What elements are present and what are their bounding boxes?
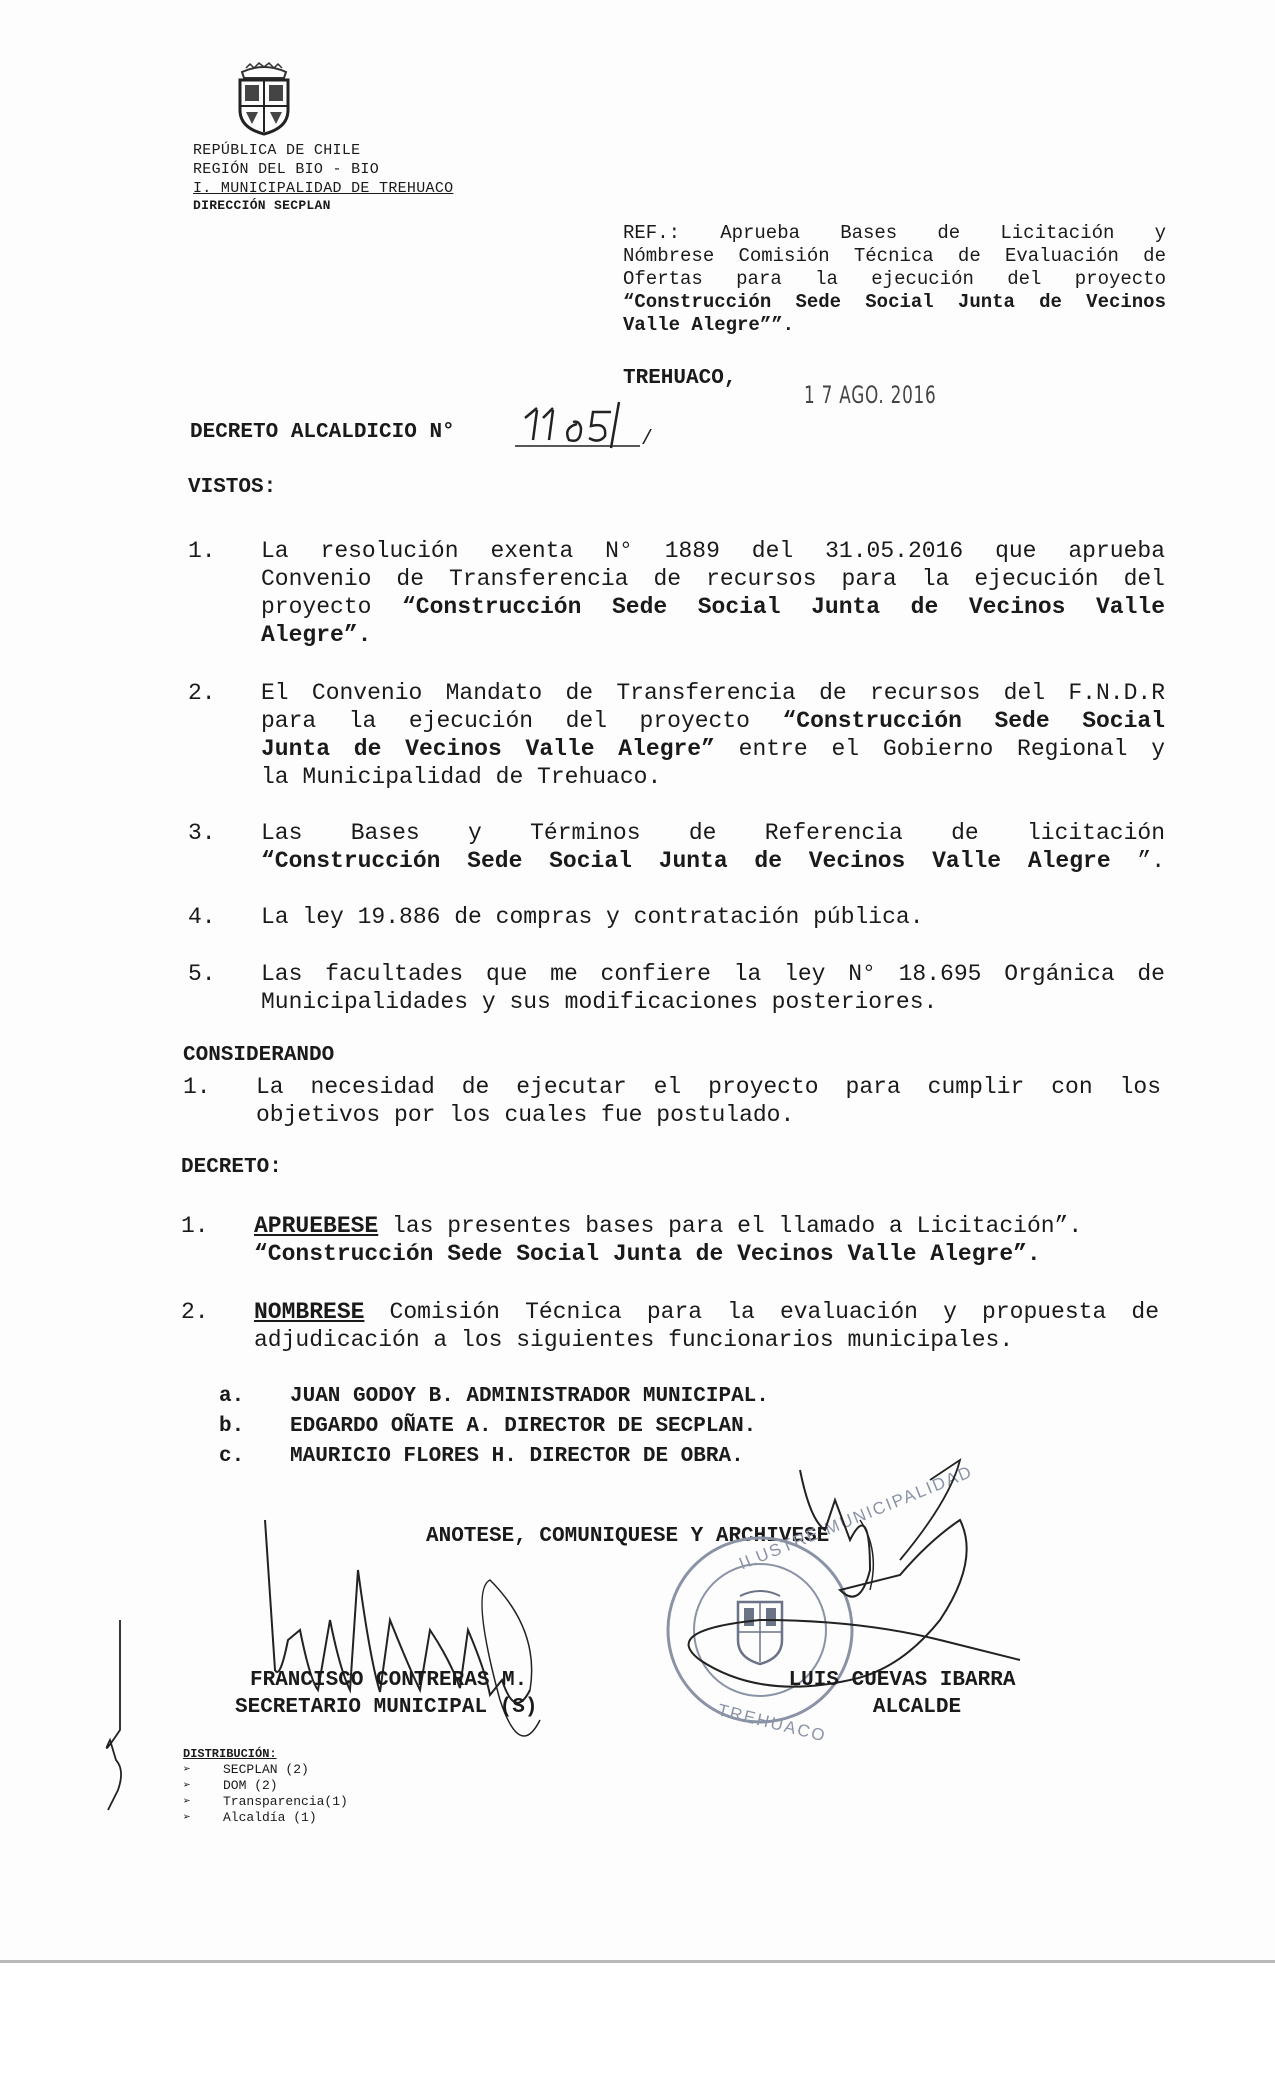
secretary-block: [235, 1667, 538, 1721]
mayor-block: [772, 1667, 1032, 1721]
item-number: 2.: [188, 680, 216, 706]
text-span: proyecto: [261, 594, 402, 620]
reference-line: Ofertas para la ejecución del proyecto: [623, 268, 1166, 290]
appoint-keyword: NOMBRESE: [254, 1299, 365, 1325]
header-department: DIRECCIÓN SECPLAN: [193, 198, 331, 213]
distribution-title: DISTRIBUCIÓN:: [183, 1747, 277, 1761]
member-letter: c.: [219, 1445, 245, 1468]
reference-line: Nómbrese Comisión Técnica de Evaluación de: [623, 245, 1166, 267]
reference-project-line: “Construcción Sede Social Junta de Vecinos: [623, 291, 1166, 313]
vistos-item-3: [261, 819, 1165, 875]
vistos-line: La resolución exenta N° 1889 del 31.05.2016 que aprueba: [261, 538, 1165, 564]
vistos-line: El Convenio Mandato de Transferencia de recursos del F.N.D.R: [261, 680, 1165, 706]
reference-line: REF.: Aprueba Bases de Licitación y: [623, 222, 1166, 244]
header-country: REPÚBLICA DE CHILE: [193, 142, 361, 159]
arrow-bullet-icon: ➢: [183, 1762, 191, 1777]
distribution-item-label: DOM (2): [223, 1778, 278, 1793]
vistos-line-mixed: [261, 707, 1165, 735]
considerando-line: La necesidad de ejecutar el proyecto para cumplir con los: [256, 1074, 1161, 1100]
member-name: MAURICIO FLORES H. DIRECTOR DE OBRA.: [290, 1445, 744, 1468]
secretary-title: SECRETARIO MUNICIPAL (S): [235, 1696, 538, 1719]
distribution-item: [183, 1810, 348, 1826]
vistos-title: VISTOS:: [188, 476, 277, 499]
seal-text-top: ILUSTRE MUNICIPALIDAD: [736, 1461, 976, 1574]
decreto-title: DECRETO:: [181, 1156, 282, 1179]
closing-formula: ANOTESE, COMUNIQUESE Y ARCHIVESE: [426, 1525, 830, 1548]
approve-keyword: APRUEBESE: [254, 1213, 379, 1239]
decreto-item-2: [254, 1298, 1159, 1354]
decree-label: DECRETO ALCALDICIO N°: [190, 421, 455, 444]
mayor-title: ALCALDE: [872, 1696, 962, 1719]
item-number: 5.: [188, 961, 216, 987]
vistos-line: Las Bases y Términos de Referencia de licitación: [261, 820, 1165, 846]
text-span: Comisión Técnica para la evaluación y propuesta de: [364, 1299, 1159, 1325]
header-region: REGIÓN DEL BIO - BIO: [193, 161, 380, 178]
vistos-item-5: [261, 960, 1165, 1016]
vistos-line-mixed: [261, 847, 1165, 875]
decreto-line: [254, 1212, 1159, 1240]
date-stamp: 1 7 AGO. 2016: [804, 381, 937, 409]
vistos-item-1: [261, 537, 1165, 649]
header-block: [193, 141, 453, 214]
arrow-bullet-icon: ➢: [183, 1778, 191, 1793]
decreto-line: [254, 1298, 1159, 1326]
vistos-line: La ley 19.886 de compras y contratación pública.: [261, 904, 924, 930]
header-municipality: I. MUNICIPALIDAD DE TREHUACO: [193, 180, 454, 197]
considerando-title: CONSIDERANDO: [183, 1044, 335, 1067]
members-list: [219, 1382, 769, 1472]
vistos-line-mixed: [261, 593, 1165, 621]
place-label: TREHUACO,: [623, 367, 737, 390]
project-name-span: Junta de Vecinos Valle Alegre”: [261, 736, 715, 762]
distribution-item: [183, 1794, 348, 1810]
seal-text-bottom: TREHUACO: [715, 1700, 829, 1746]
vistos-line: Las facultades que me confiere la ley N° 18.695 Orgánica de: [261, 961, 1165, 987]
margin-signature: [80, 1620, 140, 1820]
decree-number-handwriting: [515, 392, 655, 462]
vistos-item-2: [261, 679, 1165, 791]
item-number: 3.: [188, 820, 216, 846]
considerando-line: objetivos por los cuales fue postulado.: [256, 1102, 795, 1128]
reference-block: [623, 222, 1166, 337]
item-number: 2.: [181, 1299, 209, 1325]
arrow-bullet-icon: ➢: [183, 1794, 191, 1809]
item-number: 1.: [181, 1213, 209, 1239]
vistos-line: Municipalidades y sus modificaciones posteriores.: [261, 989, 938, 1015]
coat-of-arms-icon: [232, 62, 296, 136]
project-name-span: “Construcción Sede Social Junta de Vecinos Valle Alegre: [261, 848, 1111, 874]
project-name-span: “Construcción Sede Social: [782, 708, 1166, 734]
project-name-span: “Construcción Sede Social Junta de Vecinos Valle Alegre”.: [254, 1241, 1041, 1267]
distribution-item-label: Alcaldía (1): [223, 1810, 317, 1825]
text-span: las presentes bases para el llamado a Licitación”.: [378, 1213, 1083, 1239]
project-name-span: Alegre”.: [261, 622, 372, 648]
distribution-block: [183, 1747, 348, 1826]
item-number: 1.: [188, 538, 216, 564]
item-number: 4.: [188, 904, 216, 930]
vistos-line: Convenio de Transferencia de recursos para la ejecución del: [261, 566, 1165, 592]
secretary-name: FRANCISCO CONTRERAS M.: [250, 1669, 528, 1692]
member-row: [219, 1412, 769, 1442]
arrow-bullet-icon: ➢: [183, 1810, 191, 1825]
distribution-item: [183, 1778, 348, 1794]
item-number: 1.: [183, 1074, 211, 1100]
reference-project-line: Valle Alegre””.: [623, 314, 795, 336]
member-letter: a.: [219, 1385, 245, 1408]
member-name: EDGARDO OÑATE A. DIRECTOR DE SECPLAN.: [290, 1415, 757, 1438]
text-span: entre el Gobierno Regional y: [714, 736, 1165, 762]
considerando-item: [256, 1073, 1161, 1129]
vistos-line: la Municipalidad de Trehuaco.: [261, 764, 662, 790]
svg-text:/: /: [641, 428, 654, 451]
text-span: para la ejecución del proyecto: [261, 708, 783, 734]
distribution-item-label: SECPLAN (2): [223, 1762, 309, 1777]
decreto-item-1: [254, 1212, 1159, 1268]
distribution-item-label: Transparencia(1): [223, 1794, 348, 1809]
vistos-line-mixed: [261, 735, 1165, 763]
mayor-name: LUIS CUEVAS IBARRA: [788, 1669, 1016, 1692]
member-letter: b.: [219, 1415, 245, 1438]
project-name-span: “Construcción Sede Social Junta de Vecinos Valle: [401, 594, 1165, 620]
text-span: ”.: [1110, 848, 1165, 874]
distribution-item: [183, 1762, 348, 1778]
member-row: [219, 1382, 769, 1412]
secretary-signature: [240, 1520, 560, 1760]
decreto-line: adjudicación a los siguientes funcionarios municipales.: [254, 1327, 1014, 1353]
member-name: JUAN GODOY B. ADMINISTRADOR MUNICIPAL.: [290, 1385, 769, 1408]
